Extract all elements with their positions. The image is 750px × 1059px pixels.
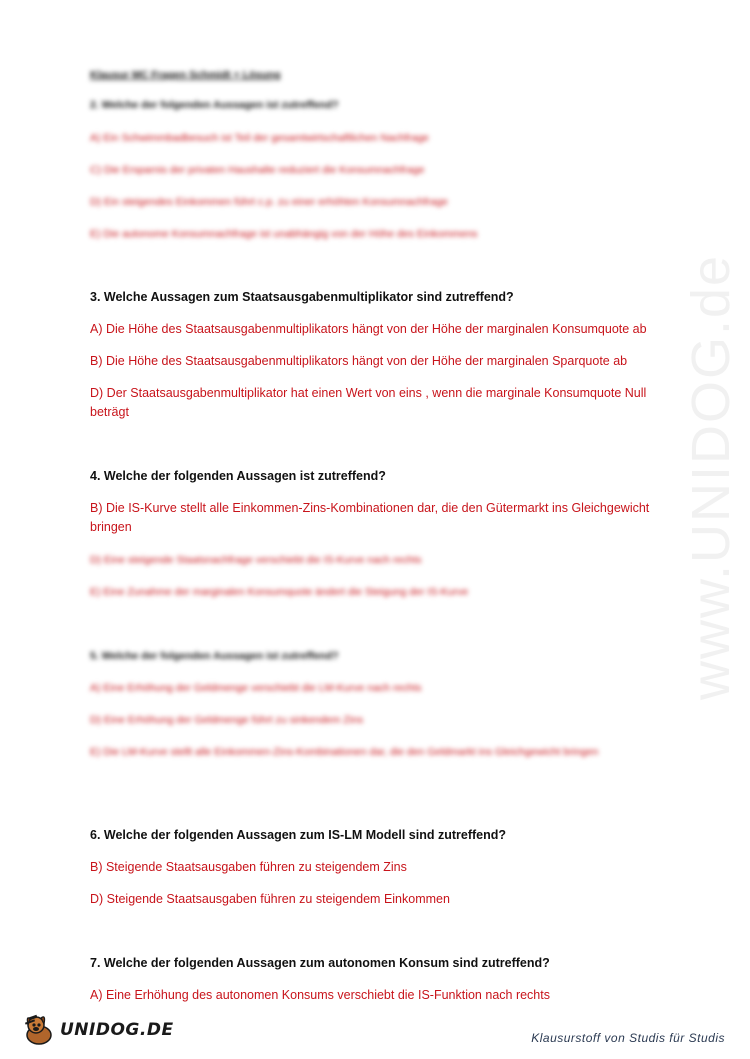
answer: D) Eine steigende Staatsnachfrage verschiebt die IS-Kurve nach rechts bbox=[90, 554, 422, 566]
footer-tagline: Klausurstoff von Studis für Studis bbox=[531, 1031, 725, 1045]
question-3 bbox=[90, 288, 670, 307]
logo-text: UNIDOG.DE bbox=[60, 1020, 174, 1040]
answer: A) Eine Erhöhung des autonomen Konsums verschiebt die IS-Funktion nach rechts bbox=[90, 988, 550, 1002]
answer: B) Die IS-Kurve stellt alle Einkommen-Zins-Kombinationen dar, die den Gütermarkt ins Gleichgewicht bringen bbox=[90, 501, 650, 534]
answer: E) Die autonome Konsumnachfrage ist unabhängig von der Höhe des Einkommens bbox=[90, 228, 478, 240]
question-4 bbox=[90, 467, 670, 486]
question-2 bbox=[90, 96, 670, 115]
question-title: 5. Welche der folgenden Aussagen ist zutreffend? bbox=[90, 650, 339, 662]
unidog-logo bbox=[22, 1012, 174, 1048]
question-7 bbox=[90, 954, 670, 973]
question-title: 6. Welche der folgenden Aussagen zum IS-LM Modell sind zutreffend? bbox=[90, 828, 507, 842]
answer: C) Die Ersparnis der privaten Haushalte reduziert die Konsumnachfrage bbox=[90, 164, 425, 176]
document-title: Klausur MC Fragen Schmidt + Lösung bbox=[90, 69, 281, 81]
answer: E) Die LM-Kurve stellt alle Einkommen-Zins-Kombinationen dar, die den Geldmarkt ins Gleichgewicht bringen bbox=[90, 746, 599, 758]
question-6 bbox=[90, 826, 670, 845]
answer: B) Die Höhe des Staatsausgabenmultiplikators hängt von der Höhe der marginalen Sparquote ab bbox=[90, 354, 628, 368]
question-title: 3. Welche Aussagen zum Staatsausgabenmultiplikator sind zutreffend? bbox=[90, 290, 514, 304]
answer: D) Steigende Staatsausgaben führen zu steigendem Einkommen bbox=[90, 892, 450, 906]
answer: E) Eine Zunahme der marginalen Konsumquote ändert die Steigung der IS-Kurve bbox=[90, 586, 469, 598]
question-title: 2. Welche der folgenden Aussagen ist zutreffend? bbox=[90, 99, 339, 111]
question-5 bbox=[90, 647, 670, 666]
answer: D) Ein steigendes Einkommen führt c.p. zu einer erhöhten Konsumnachfrage bbox=[90, 196, 448, 208]
answer: A) Eine Erhöhung der Geldmenge verschiebt die LM-Kurve nach rechts bbox=[90, 682, 422, 694]
dog-icon bbox=[22, 1013, 58, 1047]
answer: D) Eine Erhöhung der Geldmenge führt zu sinkendem Zins bbox=[90, 714, 364, 726]
question-title: 7. Welche der folgenden Aussagen zum autonomen Konsum sind zutreffend? bbox=[90, 956, 550, 970]
question-title: 4. Welche der folgenden Aussagen ist zutreffend? bbox=[90, 469, 386, 483]
answer: A) Die Höhe des Staatsausgabenmultiplikators hängt von der Höhe der marginalen Konsumquote ab bbox=[90, 322, 647, 336]
document-title-block bbox=[90, 66, 670, 85]
answer: A) Ein Schwimmbadbesuch ist Teil der gesamtwirtschaftlichen Nachfrage bbox=[90, 132, 429, 144]
answer: B) Steigende Staatsausgaben führen zu steigendem Zins bbox=[90, 860, 407, 874]
watermark: www.UNIDOG.de bbox=[681, 253, 741, 700]
answer: D) Der Staatsausgabenmultiplikator hat einen Wert von eins , wenn die marginale Konsumquote Null beträgt bbox=[90, 386, 647, 419]
